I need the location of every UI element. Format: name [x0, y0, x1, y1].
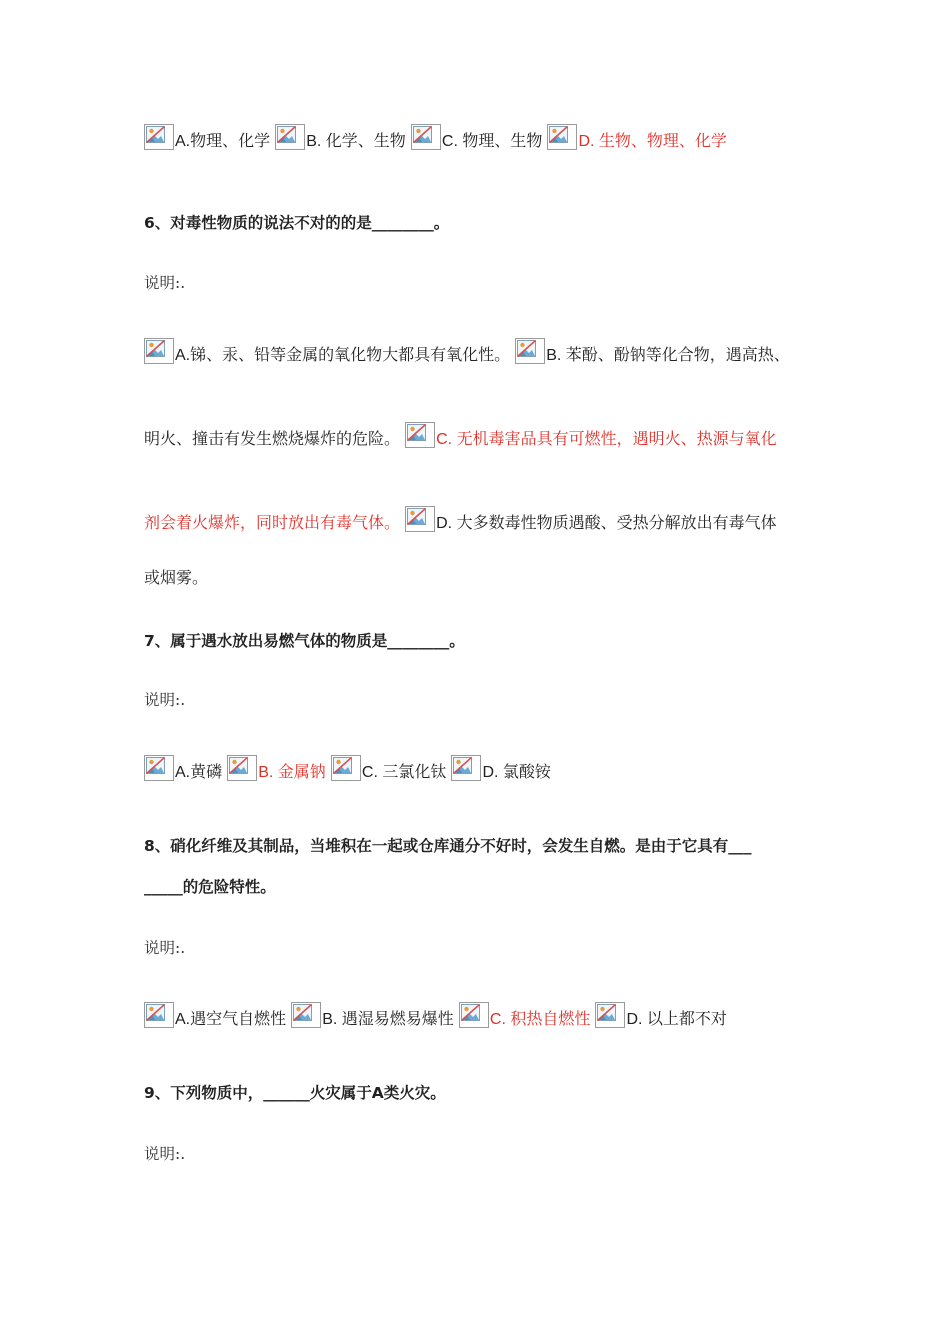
option-c-text-continued: 剂会着火爆炸，同时放出有毒气体。 — [144, 513, 401, 532]
q6-options-line-2 — [144, 422, 777, 451]
broken-image-icon — [291, 1002, 321, 1028]
q7-option-c[interactable] — [331, 762, 446, 781]
option-text: 物理、化学 — [190, 131, 271, 150]
option-label: A. — [175, 133, 191, 150]
q7-option-d[interactable] — [451, 762, 550, 781]
q7-option-a[interactable] — [144, 762, 222, 781]
broken-image-icon — [547, 124, 577, 150]
option-label: B. — [546, 347, 566, 364]
option-text: 大多数毒性物质遇酸、受热分解放出有毒气体 — [456, 513, 777, 532]
option-b-text-continued: 明火、撞击有发生燃烧爆炸的危险。 — [144, 429, 401, 448]
option-label: B. — [322, 1011, 342, 1028]
broken-image-icon — [144, 338, 174, 364]
option-text: 三氯化钛 — [382, 762, 447, 781]
q7-option-b[interactable] — [227, 762, 326, 781]
q7-question: 7、属于遇水放出易燃气体的物质是________。 — [144, 632, 465, 650]
q6-options-line-3 — [144, 506, 777, 535]
q5-option-b[interactable] — [275, 131, 406, 150]
q8-option-b[interactable] — [291, 1009, 454, 1028]
option-label: A. — [175, 347, 191, 364]
option-text: 金属钠 — [277, 762, 326, 781]
broken-image-icon — [515, 338, 545, 364]
q7-options-row — [144, 755, 551, 784]
broken-image-icon — [331, 755, 361, 781]
option-text: 遇空气自燃性 — [190, 1009, 287, 1028]
option-text: 物理、生物 — [462, 131, 543, 150]
option-label: D. — [482, 764, 503, 781]
q6-note: 说明:. — [144, 274, 186, 292]
broken-image-icon — [227, 755, 257, 781]
broken-image-icon — [144, 755, 174, 781]
q5-option-d[interactable] — [547, 131, 726, 150]
broken-image-icon — [459, 1002, 489, 1028]
option-text: 锑、汞、铅等金属的氧化物大都具有氧化性。 — [190, 345, 511, 364]
q9-question: 9、下列物质中，______火灾属于A类火灾。 — [144, 1084, 446, 1102]
option-label: A. — [175, 764, 191, 781]
option-label: B. — [258, 764, 278, 781]
option-label: C. — [489, 1011, 511, 1028]
option-text: 遇湿易燃易爆性 — [341, 1009, 454, 1028]
option-label: C. — [441, 133, 463, 150]
q6-question: 6、对毒性物质的说法不对的的是________。 — [144, 214, 450, 232]
q8-options-row — [144, 1002, 727, 1031]
q6-option-a[interactable] — [144, 345, 510, 364]
option-text: 化学、生物 — [325, 131, 406, 150]
q6-option-c[interactable] — [405, 429, 776, 448]
option-label: B. — [306, 133, 326, 150]
option-d-text-continued: 或烟雾。 — [144, 568, 209, 587]
option-text: 苯酚、酚钠等化合物，遇高热、 — [565, 345, 790, 364]
q8-question-line-1: 8、硝化纤维及其制品，当堆积在一起或仓库通分不好时，会发生自燃。是由于它具有___ — [144, 837, 752, 855]
broken-image-icon — [275, 124, 305, 150]
option-label: C. — [436, 431, 457, 448]
option-label: D. — [436, 515, 457, 532]
q6-options-line-1 — [144, 338, 790, 367]
broken-image-icon — [405, 506, 435, 532]
q8-option-d[interactable] — [595, 1009, 726, 1028]
broken-image-icon — [144, 124, 174, 150]
q5-options-row — [144, 124, 727, 153]
option-label: C. — [361, 764, 383, 781]
option-text: 黄磷 — [190, 762, 223, 781]
q7-note: 说明:. — [144, 691, 186, 709]
option-label: D. — [578, 133, 599, 150]
option-label: A. — [175, 1011, 191, 1028]
option-text: 积热自燃性 — [510, 1009, 591, 1028]
option-label: D. — [626, 1011, 647, 1028]
q8-option-a[interactable] — [144, 1009, 286, 1028]
broken-image-icon — [411, 124, 441, 150]
q5-option-a[interactable] — [144, 131, 270, 150]
q8-question-line-2: _____的危险特性。 — [144, 878, 276, 896]
broken-image-icon — [144, 1002, 174, 1028]
broken-image-icon — [451, 755, 481, 781]
q8-option-c[interactable] — [459, 1009, 590, 1028]
option-text: 生物、物理、化学 — [598, 131, 727, 150]
q5-option-c[interactable] — [411, 131, 542, 150]
q9-note: 说明:. — [144, 1145, 186, 1163]
option-text: 无机毒害品具有可燃性，遇明火、热源与氧化 — [456, 429, 777, 448]
option-text: 氯酸铵 — [502, 762, 551, 781]
q8-note: 说明:. — [144, 939, 186, 957]
q6-options-line-4 — [144, 567, 208, 589]
broken-image-icon — [595, 1002, 625, 1028]
q6-option-b[interactable] — [515, 345, 790, 364]
broken-image-icon — [405, 422, 435, 448]
q6-option-d[interactable] — [405, 513, 776, 532]
option-text: 以上都不对 — [646, 1009, 727, 1028]
